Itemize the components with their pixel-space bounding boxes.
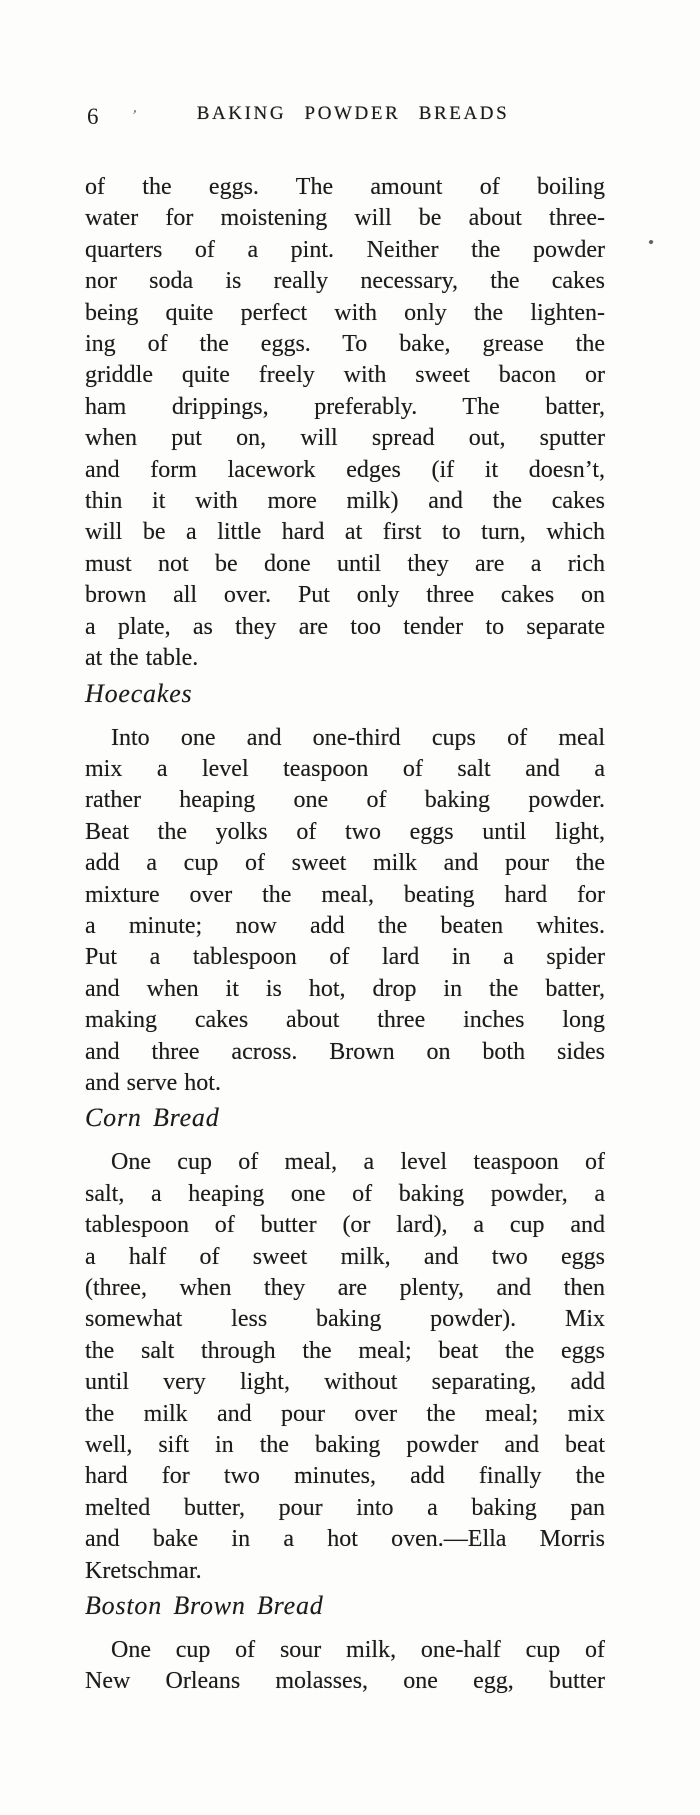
text-line: will be a little hard at first to turn, which <box>85 519 605 546</box>
recipe-heading: Boston Brown Bread <box>85 1591 324 1621</box>
text-line: and serve hot. <box>85 1069 221 1096</box>
text-line: mix a level teaspoon of salt and a <box>85 755 605 782</box>
text-line: must not be done until they are a rich <box>85 550 605 577</box>
text-line: One cup of sour milk, one-half cup of <box>111 1637 605 1664</box>
text-line: quarters of a pint. Neither the powder <box>85 236 605 263</box>
text-line: well, sift in the baking powder and beat <box>85 1432 605 1459</box>
recipe-heading: Hoecakes <box>85 678 193 708</box>
text-line: at the table. <box>85 645 199 672</box>
text-line: Kretschmar. <box>85 1557 202 1584</box>
ink-speck: ’ <box>129 107 138 125</box>
text-line: a plate, as they are too tender to separate <box>85 613 605 640</box>
text-line: the salt through the meal; beat the eggs <box>85 1337 605 1364</box>
text-line: when put on, will spread out, sputter <box>85 425 605 452</box>
running-head: BAKING POWDER BREADS <box>196 103 510 124</box>
text-line: and form lacework edges (if it doesn’t, <box>85 456 605 483</box>
paragraph <box>85 723 605 1100</box>
text-line: Into one and one-third cups of meal <box>111 724 605 751</box>
text-line: of the eggs. The amount of boiling <box>85 174 605 200</box>
text-line: brown all over. Put only three cakes on <box>85 582 605 609</box>
text-line: ing of the eggs. To bake, grease the <box>85 331 605 358</box>
text-line: and when it is hot, drop in the batter, <box>85 975 605 1002</box>
text-line: griddle quite freely with sweet bacon or <box>85 362 605 389</box>
ink-dot-artifact <box>648 239 653 244</box>
text-line: One cup of meal, a level teaspoon of <box>111 1149 605 1176</box>
paragraph <box>85 1147 605 1587</box>
text-line: rather heaping one of baking powder. <box>85 787 605 814</box>
text-line: and bake in a hot oven.—Ella Morris <box>85 1526 605 1553</box>
text-line: making cakes about three inches long <box>85 1007 605 1034</box>
text-line: the milk and pour over the meal; mix <box>85 1400 605 1427</box>
text-line: add a cup of sweet milk and pour the <box>85 850 605 877</box>
text-line: nor soda is really necessary, the cakes <box>85 268 605 295</box>
text-line: tablespoon of butter (or lard), a cup and <box>85 1212 605 1239</box>
text-line: being quite perfect with only the lighten- <box>85 299 605 326</box>
text-line: somewhat less baking powder). Mix <box>85 1306 605 1333</box>
text-line: a half of sweet milk, and two eggs <box>85 1243 605 1270</box>
text-line: mixture over the meal, beating hard for <box>85 881 605 908</box>
text-line: New Orleans molasses, one egg, butter <box>85 1668 605 1695</box>
paragraph <box>85 1635 605 1698</box>
text-line: a minute; now add the beaten whites. <box>85 912 605 939</box>
text-line: Put a tablespoon of lard in a spider <box>85 944 605 971</box>
text-line: and three across. Brown on both sides <box>85 1038 605 1065</box>
page-body <box>85 172 605 1698</box>
text-line: water for moistening will be about three- <box>85 205 605 232</box>
text-line: melted butter, pour into a baking pan <box>85 1494 605 1521</box>
text-line: thin it with more milk) and the cakes <box>85 488 605 515</box>
recipe-heading: Corn Bread <box>85 1103 220 1133</box>
page-header <box>85 103 605 133</box>
text-line: (three, when they are plenty, and then <box>85 1275 605 1301</box>
text-line: ham drippings, preferably. The batter, <box>85 393 605 420</box>
text-line: salt, a heaping one of baking powder, a <box>85 1180 605 1207</box>
text-line: Beat the yolks of two eggs until light, <box>85 818 605 845</box>
page-number: 6 <box>87 104 99 129</box>
paragraph <box>85 172 605 675</box>
text-line: until very light, without separating, add <box>85 1369 605 1396</box>
text-line: hard for two minutes, add finally the <box>85 1463 605 1490</box>
